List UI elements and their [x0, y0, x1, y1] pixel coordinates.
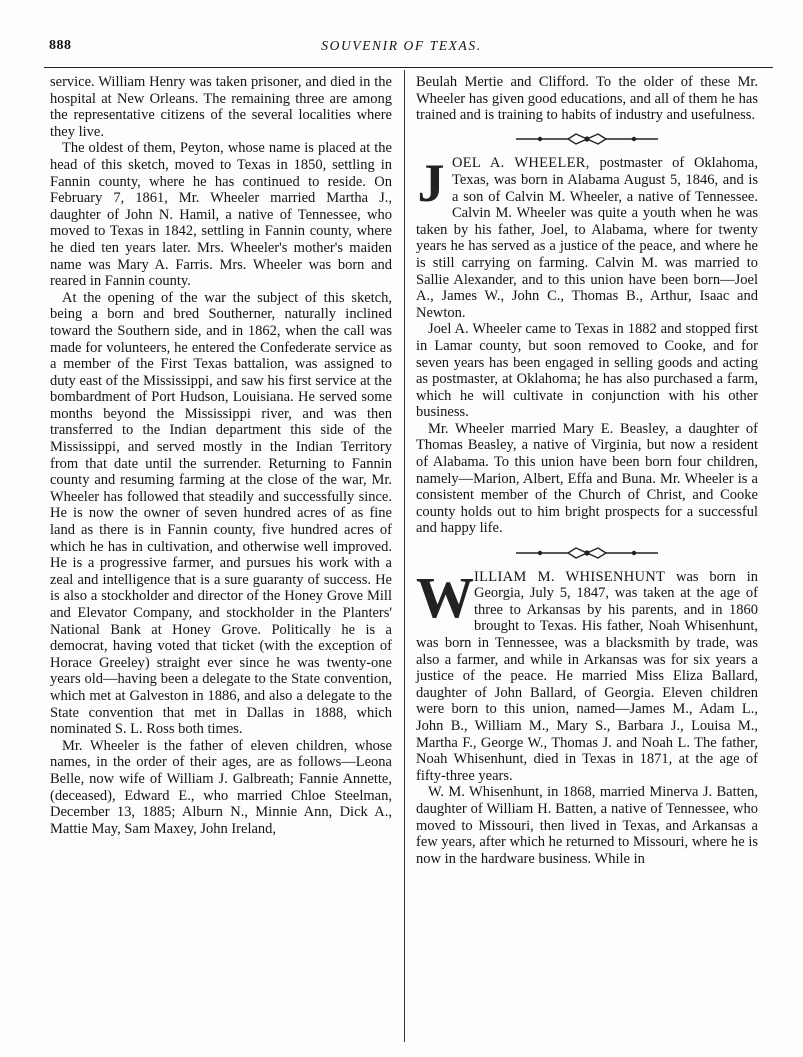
- page-number: 888: [49, 38, 72, 53]
- biography-william-whisenhunt: [416, 564, 758, 868]
- left-column: [50, 74, 392, 837]
- running-title: SOUVENIR OF TEXAS.: [321, 38, 482, 53]
- paragraph: was born in Georgia, July 5, 1847, was taken at the age of three to Arkansas by his parents, and in 1860 brought to Texas. His father, Noah Whisenhunt, was born in Tennessee, was a blacksmith by trade, was also a farmer, and while in Arkansas was for six years a justice of the peace. He married Miss Eliza Ballard, daughter of John Ballard, of Georgia. Eleven children were born to this union, named—James M., Adam L., John B., William M., Mary S., Barbara J., Louisa M., Martha F., George W., Thomas J. and Noah L. The father, Noah Whisenhunt, died in Texas in 1871, at the age of fifty-three years.: [416, 568, 758, 784]
- drop-cap-letter: W: [416, 564, 474, 630]
- section-divider-ornament: [416, 131, 758, 148]
- paragraph: Joel A. Wheeler came to Texas in 1882 and stopped first in Lamar county, but soon removed to Cooke, and for seven years has been engaged in selling goods and acting as postmaster, at Oklahoma; he has also purchased a farm, which he will cultivate in conjunction with his other business.: [416, 321, 758, 421]
- header-rule: [44, 67, 773, 68]
- paragraph: At the opening of the war the subject of this sketch, being a born and bred Southerner, naturally inclined toward the Southern side, and in 1862, when the call was made for volunteers, he entered the Confederate service as a member of the First Texas battalion, was assigned to duty east of the Mississippi, and saw his first service at the bombardment of Port Hudson, Louisiana. He served some months beyond the Mississippi river, and was then transferred to the Indian department this side of the Mississippi, and served mostly in the Indian Territory from that date until the surrender. Returning to Fannin county and resuming farming at the close of the war, Mr. Wheeler has followed that steadily and successfully since. He is now the owner of seven hundred acres of as fine land as there is in Fannin county, five hundred acres of which he has in cultivation, and otherwise well improved. He is a progressive farmer, and pursues his work with a zeal and intelligence that is a sure guaranty of success. He is also a stockholder and director of the Honey Grove Mill and Elevator Company, and stockholder in the Planters' National Bank at Honey Grove. Politically he is a democrat, having voted that ticket (with the exception of Horace Greeley) straight ever since he was twenty-one years old—having been a delegate to the State convention, which met at Galveston in 1886, and also a delegate to the State convention that met in Dallas in 1888, which nominated S. L. Ross both times.: [50, 289, 392, 738]
- paragraph: W. M. Whisenhunt, in 1868, married Minerva J. Batten, daughter of William H. Batten, a native of Tennessee, who moved to Missouri, then lived in Texas, and Arkansas a few years, after which he returned to Missouri, where he is now in the hardware business. While in: [416, 784, 758, 867]
- subject-name: ILLIAM M. WHISENHUNT: [474, 568, 666, 585]
- subject-name: OEL A. WHEELER,: [452, 155, 590, 172]
- paragraph: service. William Henry was taken prisoner, and died in the hospital at New Orleans. The remaining three are among the representative citizens of the several localities where they live.: [50, 74, 392, 140]
- paragraph: Beulah Mertie and Clifford. To the older of these Mr. Wheeler has given good educations, and all of them he has trained and is training to habits of industry and usefulness.: [416, 74, 758, 124]
- drop-cap-letter: J: [417, 153, 445, 214]
- paragraph: The oldest of them, Peyton, whose name is placed at the head of this sketch, moved to Texas in 1850, settling in Fannin county, where he has continued to reside. On February 7, 1861, Mr. Wheeler married Martha J., daughter of John N. Hamil, a native of Tennessee, who moved to Texas in 1842, settling in Fannin county, where he died ten years later. Mrs. Wheeler's mother's maiden name was Mary A. Farris. Mrs. Wheeler was born and reared in Fannin county.: [50, 140, 392, 290]
- paragraph: Mr. Wheeler is the father of eleven children, whose names, in the order of their ages, are as follows—Leona Belle, now wife of William J. Galbreath; Fannie Annette, (deceased), Edward E., who married Chloe Steelman, December 13, 1885; Alburn N., Minnie Ann, Dick A., Mattie May, Sam Maxey, John Ireland,: [50, 737, 392, 837]
- ornament-icon: [512, 547, 662, 559]
- section-divider-ornament: [416, 544, 758, 561]
- ornament-icon: [512, 133, 662, 145]
- right-column: [416, 74, 758, 867]
- paragraph: postmaster of Oklahoma, Texas, was born in Alabama August 5, 1846, and is a son of Calvin M. Wheeler, a native of Tennessee. Calvin M. Wheeler was quite a youth when he was taken by his father, Joel, to Alabama, where for twenty years he has served as a justice of the peace, and where he is still carrying on farming. Calvin M. was married to Sallie Alexander, and to this union have been born—Joel A., James W., John C., Thomas B., Arthur, Isaac and Newton.: [416, 155, 758, 321]
- paragraph: Mr. Wheeler married Mary E. Beasley, a daughter of Thomas Beasley, a native of Virginia, but now a resident of Alabama. To this union have been born four children, namely—Marion, Albert, Effa and Buna. Mr. Wheeler is a consistent member of the Church of Christ, and Cooke county holds out to him bright prospects for a successful and happy life.: [416, 420, 758, 537]
- column-divider: [404, 70, 405, 1042]
- biography-joel-wheeler: [416, 155, 758, 537]
